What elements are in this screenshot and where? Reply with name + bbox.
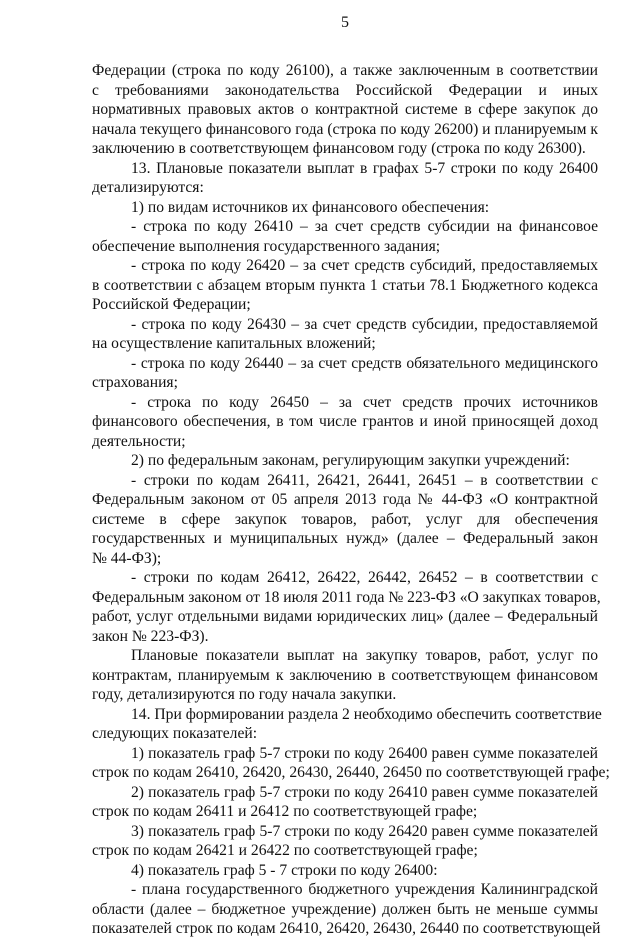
text-line: контрактам, планируемым к заключению в соответствующем финансовом	[92, 666, 598, 684]
text-line: Федерации (строка по коду 26100), а также заключенным в соответствии	[92, 62, 598, 79]
text-line: - строки по кодам 26412, 26422, 26442, 26452 – в соответствии с	[131, 569, 598, 586]
text-line: начала текущего финансового года (строка по коду 26200) и планируемым к	[92, 120, 598, 138]
text-line: 13. Плановые показатели выплат в графах 5-7 строки по коду 26400	[131, 159, 598, 177]
text-line: строк по кодам 26411 и 26412 по соответствующей графе;	[92, 803, 478, 820]
text-line: деятельности;	[92, 432, 186, 450]
text-line: с требованиями законодательства Российской Федерации и иных	[92, 81, 598, 99]
text-line: - строка по коду 26450 – за счет средств прочих источников	[131, 393, 598, 411]
text-line: 1) по видам источников их финансового обеспечения:	[131, 198, 490, 216]
text-line: нормативных правовых актов о контрактной системе в сфере закупок до	[92, 101, 598, 118]
text-line: страхования;	[92, 374, 178, 391]
text-line: 14. При формировании раздела 2 необходимо обеспечить соответствие	[131, 705, 602, 723]
text-line: Федеральным законом от 18 июля 2011 года № 223-ФЗ «О закупках товаров,	[92, 588, 601, 606]
text-line: 3) показатель граф 5-7 строки по коду 26420 равен сумме показателей	[131, 822, 598, 840]
text-line: 2) показатель граф 5-7 строки по коду 26410 равен сумме показателей	[131, 783, 598, 801]
text-line: финансового обеспечения, в том числе грантов и иной приносящей доход	[92, 413, 598, 430]
text-line: - строка по коду 26420 – за счет средств субсидий, предоставляемых	[131, 257, 598, 274]
text-line: № 44-ФЗ);	[92, 549, 162, 567]
text-line: системе в сфере закупок товаров, работ, услуг для обеспечения	[92, 510, 598, 528]
text-line: в соответствии с абзацем вторым пункта 1 статьи 78.1 Бюджетного кодекса	[92, 276, 598, 294]
text-line: 4) показатель граф 5 - 7 строки по коду 26400:	[131, 861, 438, 879]
text-line: строк по кодам 26410, 26420, 26430, 26440, 26450 по соответствующей графе;	[92, 764, 610, 781]
text-line: - строка по коду 26440 – за счет средств обязательного медицинского	[131, 354, 598, 372]
text-line: на осуществление капитальных вложений;	[92, 335, 376, 352]
text-line: - строка по коду 26430 – за счет средств субсидии, предоставляемой	[131, 315, 598, 333]
text-line: - строка по коду 26410 – за счет средств субсидии на финансовое	[131, 218, 598, 235]
text-line: работ, услуг отдельными видами юридических лиц» (далее – Федеральный	[92, 608, 598, 625]
text-line: Федеральным законом от 05 апреля 2013 года № 44-ФЗ «О контрактной	[92, 491, 598, 508]
text-line: области (далее – бюджетное учреждение) должен быть не меньше суммы	[92, 900, 598, 918]
text-line: Российской Федерации;	[92, 296, 251, 313]
document-body	[92, 61, 610, 939]
text-line: 2) по федеральным законам, регулирующим закупки учреждений:	[131, 452, 570, 469]
text-line: детализируются:	[92, 179, 204, 196]
text-line: государственных и муниципальных нужд» (далее – Федеральный закон	[92, 530, 598, 547]
text-line: - плана государственного бюджетного учреждения Калининградской	[131, 881, 598, 898]
text-line: Плановые показатели выплат на закупку товаров, работ, услуг по	[131, 647, 598, 664]
text-line: обеспечение выполнения государственного задания;	[92, 237, 441, 255]
text-line: - строки по кодам 26411, 26421, 26441, 26451 – в соответствии с	[131, 471, 598, 489]
text-line: строк по кодам 26421 и 26422 по соответствующей графе;	[92, 842, 478, 859]
text-line: следующих показателей:	[92, 725, 258, 742]
text-line: 1) показатель граф 5-7 строки по коду 26400 равен сумме показателей	[131, 744, 598, 762]
page-number: 5	[341, 14, 349, 31]
text-line: показателей строк по кодам 26410, 26420, 26430, 26440 по соответствующей	[92, 920, 601, 937]
text-line: году, детализируются по году начала закупки.	[92, 686, 397, 703]
text-line: закон № 223-ФЗ).	[92, 627, 209, 645]
text-line: заключению в соответствующем финансовом году (строка по коду 26300).	[92, 140, 586, 157]
